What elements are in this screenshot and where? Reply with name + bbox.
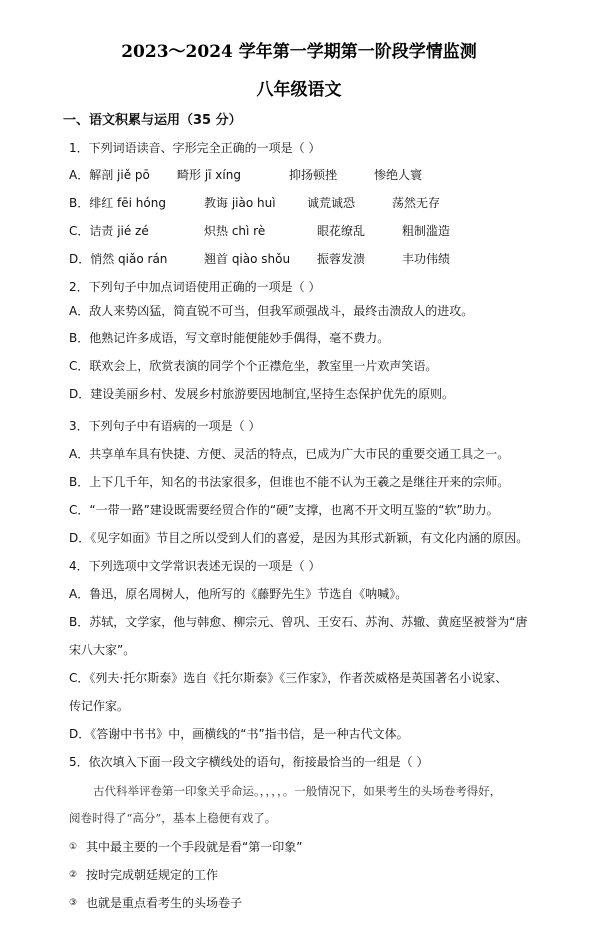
question-4-stem: 4．下列选项中文学常识表述无误的一项是（ ） [69,559,321,573]
q1-option-d-col1: D．悄然 qiǎo rán [69,252,168,266]
q1-option-d-col4: 丰功伟绩 [402,252,451,266]
q1-option-b-col4: 荡然无存 [392,196,441,210]
q1-option-a-col3: 抑扬顿挫 [289,168,338,182]
question-2-stem: 2．下列句子中加点词语使用正确的一项是（ ） [69,280,321,294]
q1-option-c-col2: 炽热 chì rè [204,224,266,238]
q1-option-d-col3: 振蓉发溃 [317,252,366,266]
q2-option-d: D．建设美丽乡村、发展乡村旅游要因地制宜,坚持生态保护优先的原则。 [69,387,455,401]
q2-option-b: B．他熟记许多成语，写文章时能便能妙手偶得，毫不费力。 [69,331,390,345]
q1-option-b-col3: 诚荒诚恐 [307,196,356,210]
q3-option-b: B．上下几千年，知名的书法家很多，但谁也不能不认为王羲之是继往开来的宗师。 [69,475,510,489]
q5-item-2-text: 按时完成朝廷规定的工作 [86,868,219,882]
q2-option-a: A．敌人来势凶猛，简直锐不可当，但我军顽强战斗，最终击溃敌人的进攻。 [69,304,474,318]
q5-item-2-marker: ② [69,870,78,880]
section-heading: 一、语文积累与运用（35 分） [63,113,242,128]
q3-option-a: A．共享单车具有快捷、方便、灵活的特点，已成为广大市民的重要交通工具之一。 [69,447,510,461]
q1-option-b-col1: B．绯红 fēi hóng [69,196,166,210]
q4-option-c-line2: 传记作家。 [69,699,130,713]
q5-passage-line2: 阅卷时得了“高分”，基本上稳便有戏了。 [69,811,277,825]
q1-option-a-col4: 惨绝人寰 [374,168,423,182]
q3-option-c: C．“一带一路”建设既需要经贸合作的“硬”支撑，也离不开文明互鉴的“软”助力。 [69,503,499,517]
q1-option-b-col2: 教诲 jiào huì [204,196,276,210]
q1-option-c-col4: 粗制滥造 [402,224,451,238]
q3-option-d: D．《见字如面》节目之所以受到人们的喜爱，是因为其形式新颖，有文化内涵的原因。 [69,531,529,545]
q4-option-a: A．鲁迅，原名周树人，他所写的《藤野先生》节选自《呐喊》。 [69,587,408,601]
exam-subtitle: 八年级语文 [256,80,342,100]
question-1-stem: 1．下列词语读音、字形完全正确的一项是（ ） [69,141,321,155]
question-3-stem: 3．下列句子中有语病的一项是（ ） [69,419,261,433]
q4-option-b-line1: B．苏轼，文学家，他与韩愈、柳宗元、曾巩、王安石、苏洵、苏辙、黄庭坚被誉为“唐 [69,615,528,629]
q1-option-d-col2: 翘首 qiào shǒu [204,252,291,266]
q5-item-3-text: 也就是重点看考生的头场卷子 [86,896,243,910]
q1-option-a-col2: 畸形 jī xíng [177,168,241,182]
q5-passage-line1: 古代科举评卷第一印象关乎命运。，，，，。一般情况下，如果考生的头场卷考得好， [93,784,502,798]
q5-item-1-text: 其中最主要的一个手段就是看“第一印象” [86,840,303,854]
q4-option-d: D．《答谢中书书》中，画横线的“书”指书信，是一种古代文体。 [69,727,409,741]
q1-option-c-col3: 眼花缭乱 [317,224,366,238]
q4-option-c-line1: C．《列夫·托尔斯泰》选自《托尔斯泰》《三作家》，作者茨威格是英国著名小说家、 [69,671,508,685]
q4-option-b-line2: 宋八大家”。 [69,643,136,657]
q5-item-1-marker: ① [69,842,78,852]
question-5-stem: 5．依次填入下面一段文字横线处的语句，衔接最恰当的一组是（ ） [69,755,429,769]
q1-option-a-col1: A．解剖 jiě pō [69,168,150,182]
exam-title: 2023～2024 学年第一学期第一阶段学情监测 [121,42,477,62]
q5-item-3-marker: ③ [69,898,78,908]
q1-option-c-col1: C．诘责 jié zé [69,224,149,238]
q2-option-c: C．联欢会上，欣赏表演的同学个个正襟危坐，教室里一片欢声笑语。 [69,359,438,373]
